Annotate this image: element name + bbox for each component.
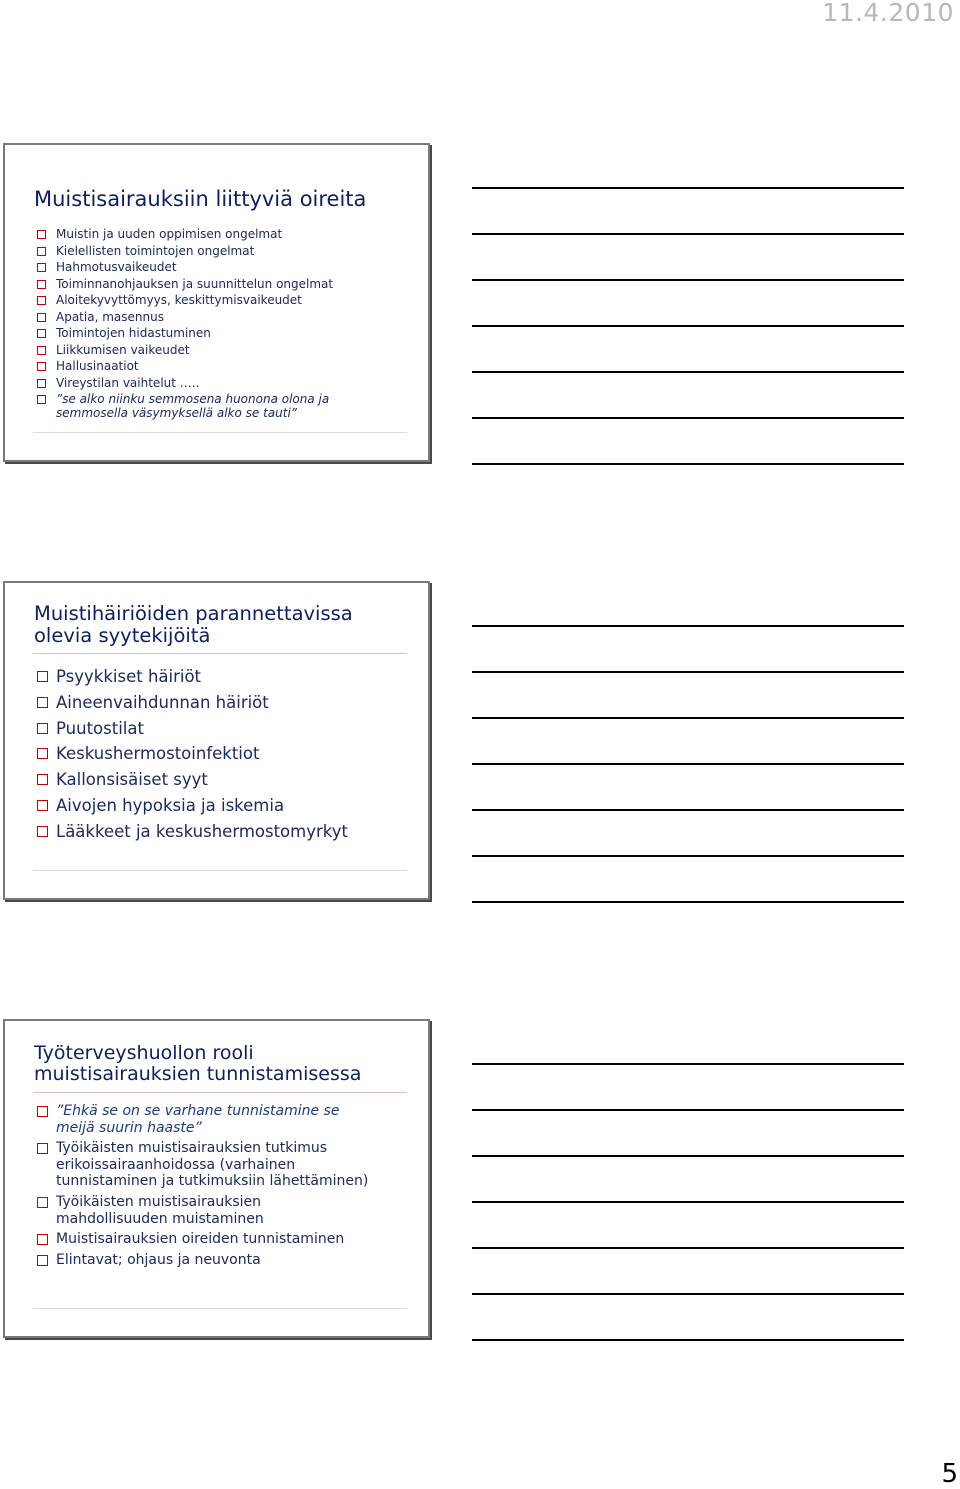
list-item: Aineenvaihdunnan häiriöt <box>37 690 417 716</box>
list-item: Aloitekyvyttömyys, keskittymisvaikeudet <box>37 292 417 309</box>
slide-2-title-line-1: Muistihäiriöiden parannettavissa <box>34 602 353 625</box>
page-date: 11.4.2010 <box>822 0 954 27</box>
page-number: 5 <box>941 1459 958 1489</box>
square-bullet-icon <box>37 1197 48 1208</box>
slide-2-bottom-line <box>33 870 407 871</box>
note-line <box>472 463 904 465</box>
list-item: Lääkkeet ja keskushermostomyrkyt <box>37 819 417 845</box>
slide-2 <box>3 581 430 900</box>
list-item: Aivojen hypoksia ja iskemia <box>37 793 417 819</box>
list-item: Muistin ja uuden oppimisen ongelmat <box>37 226 417 243</box>
square-bullet-icon <box>37 230 46 239</box>
note-line <box>472 1339 904 1341</box>
list-item: Vireystilan vaihtelut ….. <box>37 375 417 392</box>
slide-1 <box>3 143 430 462</box>
slide-3-title <box>34 1043 361 1086</box>
slide-3 <box>3 1019 430 1338</box>
slide-2-bullet-list <box>37 664 417 845</box>
square-bullet-icon <box>37 1143 48 1154</box>
list-item: Toimintojen hidastuminen <box>37 325 417 342</box>
square-bullet-icon <box>37 296 46 305</box>
list-item: Liikkumisen vaikeudet <box>37 342 417 359</box>
slide-2-title-divider <box>33 653 407 654</box>
note-line <box>472 325 904 327</box>
list-item: Hallusinaatiot <box>37 358 417 375</box>
note-line <box>472 625 904 627</box>
slide-3-bottom-line <box>33 1308 407 1309</box>
square-bullet-icon <box>37 671 48 682</box>
slide-3-title-line-1: Työterveyshuollon rooli <box>34 1042 254 1064</box>
list-item: Psyykkiset häiriöt <box>37 664 417 690</box>
list-item: Kielellisten toimintojen ongelmat <box>37 243 417 260</box>
list-item: Työikäisten muistisairauksien mahdollisuuden muistaminen <box>37 1194 377 1227</box>
square-bullet-icon <box>37 280 46 289</box>
note-line <box>472 1155 904 1157</box>
note-line <box>472 1201 904 1203</box>
square-bullet-icon <box>37 1234 48 1245</box>
note-line <box>472 717 904 719</box>
list-item: Kallonsisäiset syyt <box>37 767 417 793</box>
quote-item: ”Ehkä se on se varhane tunnistamine se meijä suurin haaste” <box>37 1103 377 1136</box>
slide-3-title-divider <box>33 1092 407 1093</box>
note-line <box>472 763 904 765</box>
note-line <box>472 901 904 903</box>
note-line <box>472 279 904 281</box>
square-bullet-icon <box>37 362 46 371</box>
slide-1-bottom-line <box>33 432 407 433</box>
note-line <box>472 855 904 857</box>
slide-2-title <box>34 603 353 647</box>
note-line <box>472 371 904 373</box>
list-item: Muistisairauksien oireiden tunnistaminen <box>37 1231 377 1248</box>
square-bullet-icon <box>37 379 46 388</box>
note-line <box>472 1063 904 1065</box>
list-item: Keskushermostoinfektiot <box>37 741 417 767</box>
note-line <box>472 187 904 189</box>
square-bullet-icon <box>37 723 48 734</box>
square-bullet-icon <box>37 247 46 256</box>
slide-2-title-line-2: olevia syytekijöitä <box>34 624 211 648</box>
slide-3-bullet-list <box>37 1103 377 1272</box>
square-bullet-icon <box>37 748 48 759</box>
square-bullet-icon <box>37 1106 48 1117</box>
list-item: Puutostilat <box>37 716 417 742</box>
note-line <box>472 671 904 673</box>
square-bullet-icon <box>37 826 48 837</box>
slide-3-title-line-2: muistisairauksien tunnistamisessa <box>34 1063 362 1086</box>
list-item: Hahmotusvaikeudet <box>37 259 417 276</box>
note-line <box>472 417 904 419</box>
square-bullet-icon <box>37 346 46 355</box>
note-line <box>472 1109 904 1111</box>
list-item: Työikäisten muistisairauksien tutkimus erikoissairaanhoidossa (varhainen tunnistaminen ja tutkimuksiin lähettäminen) <box>37 1140 377 1190</box>
list-item: Toiminnanohjauksen ja suunnittelun ongelmat <box>37 276 417 293</box>
square-bullet-icon <box>37 395 46 404</box>
square-bullet-icon <box>37 329 46 338</box>
note-line <box>472 1293 904 1295</box>
note-line <box>472 233 904 235</box>
slide-1-bullet-list <box>37 226 417 420</box>
square-bullet-icon <box>37 263 46 272</box>
square-bullet-icon <box>37 800 48 811</box>
quote-item: ”se alko niinku semmosena huonona olona ja semmosella väsymyksellä alko se tauti” <box>37 391 356 420</box>
square-bullet-icon <box>37 697 48 708</box>
slide-1-title: Muistisairauksiin liittyviä oireita <box>34 187 367 211</box>
note-line <box>472 1247 904 1249</box>
list-item: Apatia, masennus <box>37 309 417 326</box>
square-bullet-icon <box>37 313 46 322</box>
note-line <box>472 809 904 811</box>
square-bullet-icon <box>37 1255 48 1266</box>
square-bullet-icon <box>37 774 48 785</box>
list-item: Elintavat; ohjaus ja neuvonta <box>37 1252 377 1269</box>
